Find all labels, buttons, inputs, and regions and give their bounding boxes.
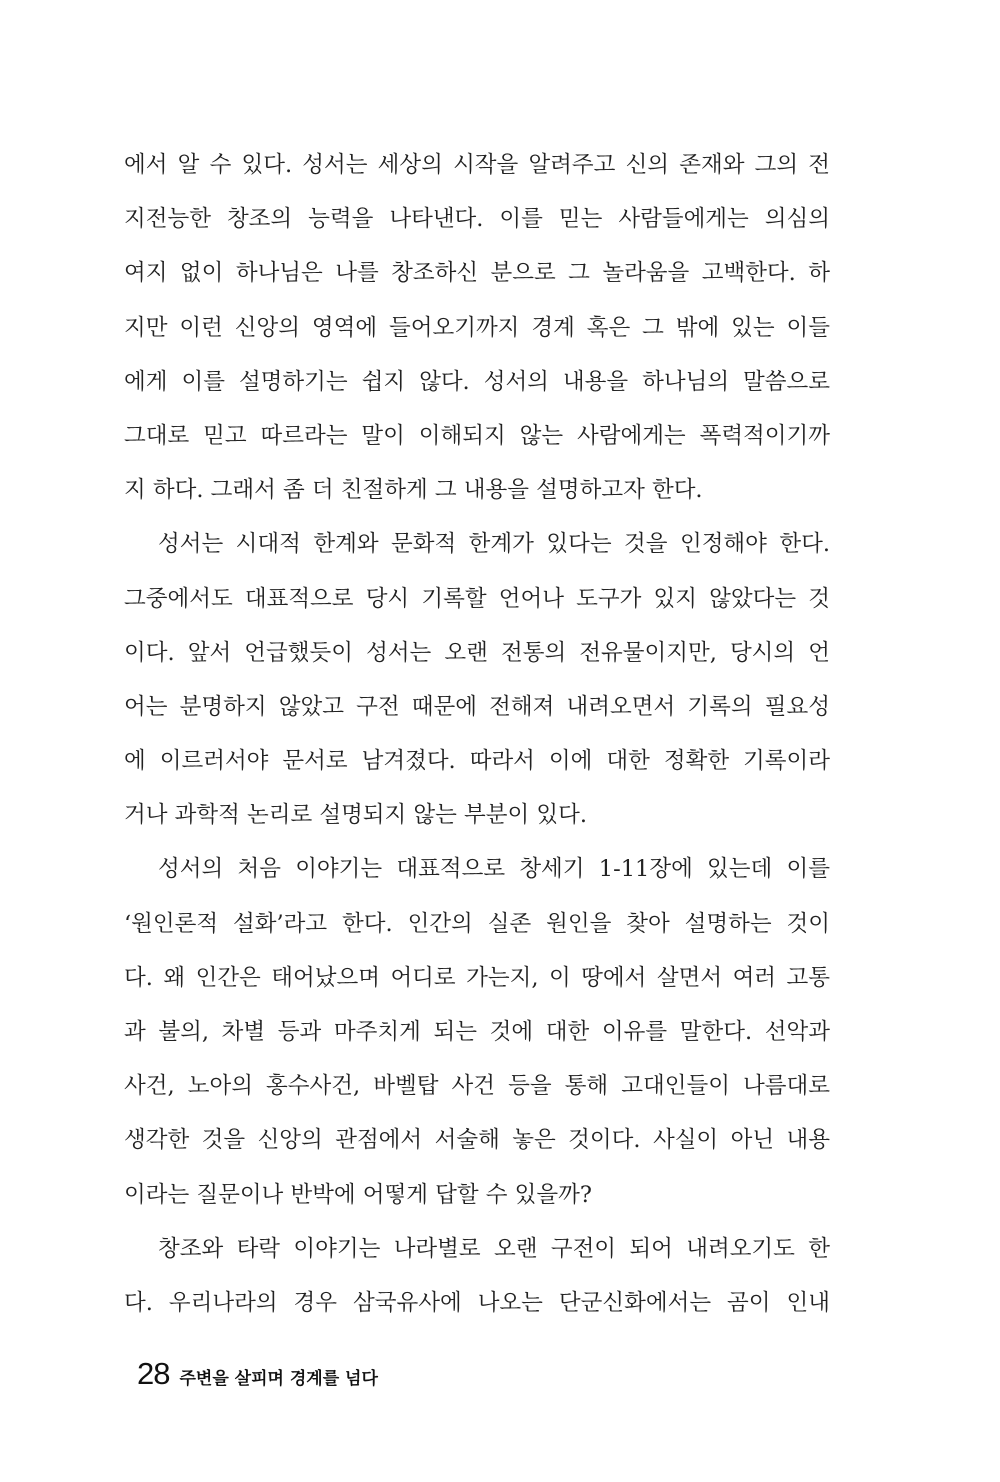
- page-number: 28: [137, 1356, 170, 1391]
- text-line: 어는 분명하지 않았고 구전 때문에 전해져 내려오면서 기록의 필요성: [124, 693, 830, 720]
- text-line: 과 불의, 차별 등과 마주치게 되는 것에 대한 이유를 말한다. 선악과: [124, 1019, 830, 1045]
- text-line: 그대로 믿고 따르라는 말이 이해되지 않는 사람에게는 폭력적이기까: [124, 422, 830, 449]
- text-line: 에게 이를 설명하기는 쉽지 않다. 성서의 내용을 하나님의 말씀으로: [124, 368, 830, 395]
- text-line: 성서의 처음 이야기는 대표적으로 창세기 1-11장에 있는데 이를: [158, 856, 830, 883]
- text-line: 거나 과학적 논리로 설명되지 않는 부분이 있다.: [124, 802, 588, 829]
- text-line: 에서 알 수 있다. 성서는 세상의 시작을 알려주고 신의 존재와 그의 전: [124, 152, 830, 178]
- text-line: 에 이르러서야 문서로 남겨졌다. 따라서 이에 대한 정확한 기록이라: [124, 748, 830, 775]
- page-footer: [137, 1356, 378, 1396]
- text-line: ‘원인론적 설화’라고 한다. 인간의 실존 원인을 찾아 설명하는 것이: [124, 910, 830, 937]
- text-line: 그중에서도 대표적으로 당시 기록할 언어나 도구가 있지 않았다는 것: [124, 585, 830, 612]
- text-line: 다. 우리나라의 경우 삼국유사에 나오는 단군신화에서는 곰이 인내: [124, 1289, 830, 1316]
- text-line: 다. 왜 인간은 태어났으며 어디로 가는지, 이 땅에서 살면서 여러 고통: [124, 964, 830, 991]
- text-line: 성서는 시대적 한계와 문화적 한계가 있다는 것을 인정해야 한다.: [158, 531, 830, 558]
- text-line: 지전능한 창조의 능력을 나타낸다. 이를 믿는 사람들에게는 의심의: [124, 206, 830, 233]
- text-line: 지만 이런 신앙의 영역에 들어오기까지 경계 혹은 그 밖에 있는 이들: [124, 314, 830, 341]
- text-line: 지 하다. 그래서 좀 더 친절하게 그 내용을 설명하고자 한다.: [124, 477, 703, 504]
- running-title: 주변을 살피며 경계를 넘다: [179, 1369, 378, 1389]
- text-line: 생각한 것을 신앙의 관점에서 서술해 놓은 것이다. 사실이 아닌 내용: [124, 1127, 830, 1154]
- text-line: 사건, 노아의 홍수사건, 바벨탑 사건 등을 통해 고대인들이 나름대로: [124, 1073, 830, 1100]
- text-line: 여지 없이 하나님은 나를 창조하신 분으로 그 놀라움을 고백한다. 하: [124, 260, 830, 287]
- text-line: 이다. 앞서 언급했듯이 성서는 오랜 전통의 전유물이지만, 당시의 언: [124, 639, 830, 666]
- text-line: 이라는 질문이나 반박에 어떻게 답할 수 있을까?: [124, 1181, 592, 1208]
- text-line: 창조와 타락 이야기는 나라별로 오랜 구전이 되어 내려오기도 한: [158, 1235, 830, 1262]
- body-text: [124, 138, 830, 1330]
